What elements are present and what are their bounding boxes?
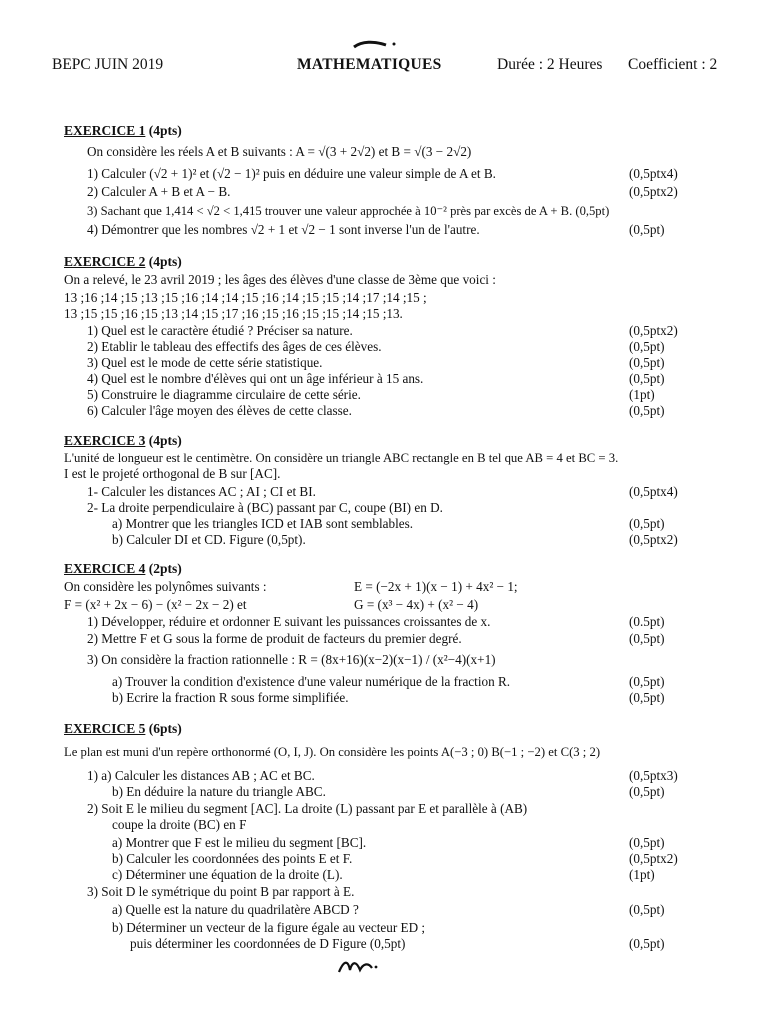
ex5-intro: Le plan est muni d'un repère orthonormé (O, I, J). On considère les points A(−3 ; 0) B(−1 ; −2) et C(3 ; 2) (64, 745, 601, 759)
ex1-intro: On considère les réels A et B suivants : A = √(3 + 2√2) et B = √(3 − 2√2) (87, 144, 472, 159)
ex2-intro: On a relevé, le 23 avril 2019 ; les âges des élèves d'une classe de 3ème que voici : (64, 272, 496, 287)
ex5-q2b-points: (0,5ptx2) (629, 851, 678, 866)
ex3-q2: 2- La droite perpendiculaire à (BC) passant par C, coupe (BI) en D. (87, 500, 443, 515)
ex1-q4: 4) Démontrer que les nombres √2 + 1 et √2 − 1 sont inverse l'un de l'autre. (87, 222, 480, 237)
ex1-q2: 2) Calculer A + B et A − B. (87, 184, 231, 199)
ex2-q4: 4) Quel est le nombre d'élèves qui ont un âge inférieur à 15 ans. (87, 371, 424, 386)
ex5-q2b: b) Calculer les coordonnées des points E et F. (112, 851, 353, 866)
ex2-q2-points: (0,5pt) (629, 339, 665, 354)
ex1-q4-points: (0,5pt) (629, 222, 665, 237)
ex4-q3b: b) Ecrire la fraction R sous forme simplifiée. (112, 690, 349, 705)
ex5-q2a: a) Montrer que F est le milieu du segment [BC]. (112, 835, 367, 850)
ex5-q1b-points: (0,5pt) (629, 784, 665, 799)
ex4-q2: 2) Mettre F et G sous la forme de produit de facteurs du premier degré. (87, 631, 462, 646)
ex5-q2c-points: (1pt) (629, 867, 655, 882)
ex2-data-row-1: 13 ;16 ;14 ;15 ;13 ;15 ;16 ;14 ;14 ;15 ;16 ;14 ;15 ;15 ;14 ;17 ;14 ;15 ; (64, 290, 427, 305)
ex4-q1: 1) Développer, réduire et ordonner E suivant les puissances croissantes de x. (87, 614, 491, 629)
exercise-5-title: EXERCICE 5 (6pts) (64, 721, 182, 736)
ex1-q2-points: (0,5ptx2) (629, 184, 678, 199)
signature-mark-icon (336, 956, 380, 978)
ex2-q5-points: (1pt) (629, 387, 655, 402)
ex4-q3a-points: (0,5pt) (629, 674, 665, 689)
ex4-intro: On considère les polynômes suivants : (64, 579, 267, 594)
ex2-q2: 2) Etablir le tableau des effectifs des âges de ces élèves. (87, 339, 382, 354)
ex1-q1: 1) Calculer (√2 + 1)² et (√2 − 1)² puis en déduire une valeur simple de A et B. (87, 166, 496, 181)
ex5-q3b-cont: puis déterminer les coordonnées de D Figure (0,5pt) (130, 936, 406, 951)
ex4-q3a: a) Trouver la condition d'existence d'une valeur numérique de la fraction R. (112, 674, 511, 689)
ex2-q3: 3) Quel est le mode de cette série statistique. (87, 355, 323, 370)
pen-mark-icon (352, 38, 400, 52)
ex5-q2c: c) Déterminer une équation de la droite (L). (112, 867, 343, 882)
ex1-q3: 3) Sachant que 1,414 < √2 < 1,415 trouver une valeur approchée à 10⁻² près par excès de A + B. (0,5pt) (87, 204, 610, 218)
ex5-q1b: b) En déduire la nature du triangle ABC. (112, 784, 326, 799)
ex5-q1a-points: (0,5ptx3) (629, 768, 678, 783)
ex3-q2b: b) Calculer DI et CD. Figure (0,5pt). (112, 532, 306, 547)
exam-duration: Durée : 2 Heures (497, 56, 603, 73)
ex5-q3b: b) Déterminer un vecteur de la figure égale au vecteur ED ; (112, 920, 426, 935)
ex3-intro: L'unité de longueur est le centimètre. On considère un triangle ABC rectangle en B tel que AB = 4 et BC = 3. (64, 451, 619, 465)
exercise-2-title: EXERCICE 2 (4pts) (64, 254, 182, 269)
ex4-q3: 3) On considère la fraction rationnelle : R = (8x+16)(x−2)(x−1) / (x²−4)(x+1) (87, 652, 496, 667)
ex5-q1a: 1) a) Calculer les distances AB ; AC et BC. (87, 768, 315, 783)
ex3-q2a-points: (0,5pt) (629, 516, 665, 531)
ex3-q1: 1- Calculer les distances AC ; AI ; CI et BI. (87, 484, 316, 499)
ex4-q1-points: (0.5pt) (629, 614, 665, 629)
ex3-q2b-points: (0,5ptx2) (629, 532, 678, 547)
ex4-poly-g: G = (x³ − 4x) + (x² − 4) (354, 597, 479, 612)
ex4-q3b-points: (0,5pt) (629, 690, 665, 705)
ex4-poly-f: F = (x² + 2x − 6) − (x² − 2x − 2) et (64, 597, 247, 612)
exercise-4-title: EXERCICE 4 (2pts) (64, 561, 182, 576)
ex5-q3: 3) Soit D le symétrique du point B par rapport à E. (87, 884, 355, 899)
ex2-q6-points: (0,5pt) (629, 403, 665, 418)
ex2-q3-points: (0,5pt) (629, 355, 665, 370)
exercise-1-title: EXERCICE 1 (4pts) (64, 123, 182, 138)
exercise-3-title: EXERCICE 3 (4pts) (64, 433, 182, 448)
ex4-q2-points: (0,5pt) (629, 631, 665, 646)
ex5-q3a: a) Quelle est la nature du quadrilatère ABCD ? (112, 902, 359, 917)
ex2-q1: 1) Quel est le caractère étudié ? Préciser sa nature. (87, 323, 353, 338)
ex5-q2a-points: (0,5pt) (629, 835, 665, 850)
exam-coefficient: Coefficient : 2 (628, 56, 718, 73)
ex2-q1-points: (0,5ptx2) (629, 323, 678, 338)
ex3-q1-points: (0,5ptx4) (629, 484, 678, 499)
ex3-intro-2: I est le projeté orthogonal de B sur [AC]. (64, 466, 281, 481)
ex2-q5: 5) Construire le diagramme circulaire de cette série. (87, 387, 361, 402)
exam-subject: MATHEMATIQUES (297, 56, 442, 73)
ex2-q6: 6) Calculer l'âge moyen des élèves de cette classe. (87, 403, 352, 418)
ex5-q3b-points: (0,5pt) (629, 936, 665, 951)
exam-session: BEPC JUIN 2019 (52, 56, 164, 73)
ex4-poly-e: E = (−2x + 1)(x − 1) + 4x² − 1; (354, 579, 518, 594)
ex5-q2-cont: coupe la droite (BC) en F (112, 817, 247, 832)
exam-header (0, 56, 768, 78)
ex5-q3a-points: (0,5pt) (629, 902, 665, 917)
ex1-q1-points: (0,5ptx4) (629, 166, 678, 181)
ex3-q2a: a) Montrer que les triangles ICD et IAB sont semblables. (112, 516, 414, 531)
ex5-q2: 2) Soit E le milieu du segment [AC]. La droite (L) passant par E et parallèle à (AB) (87, 801, 528, 816)
ex2-q4-points: (0,5pt) (629, 371, 665, 386)
ex2-data-row-2: 13 ;15 ;15 ;16 ;15 ;13 ;14 ;15 ;17 ;16 ;15 ;16 ;15 ;15 ;14 ;15 ;13. (64, 306, 403, 321)
